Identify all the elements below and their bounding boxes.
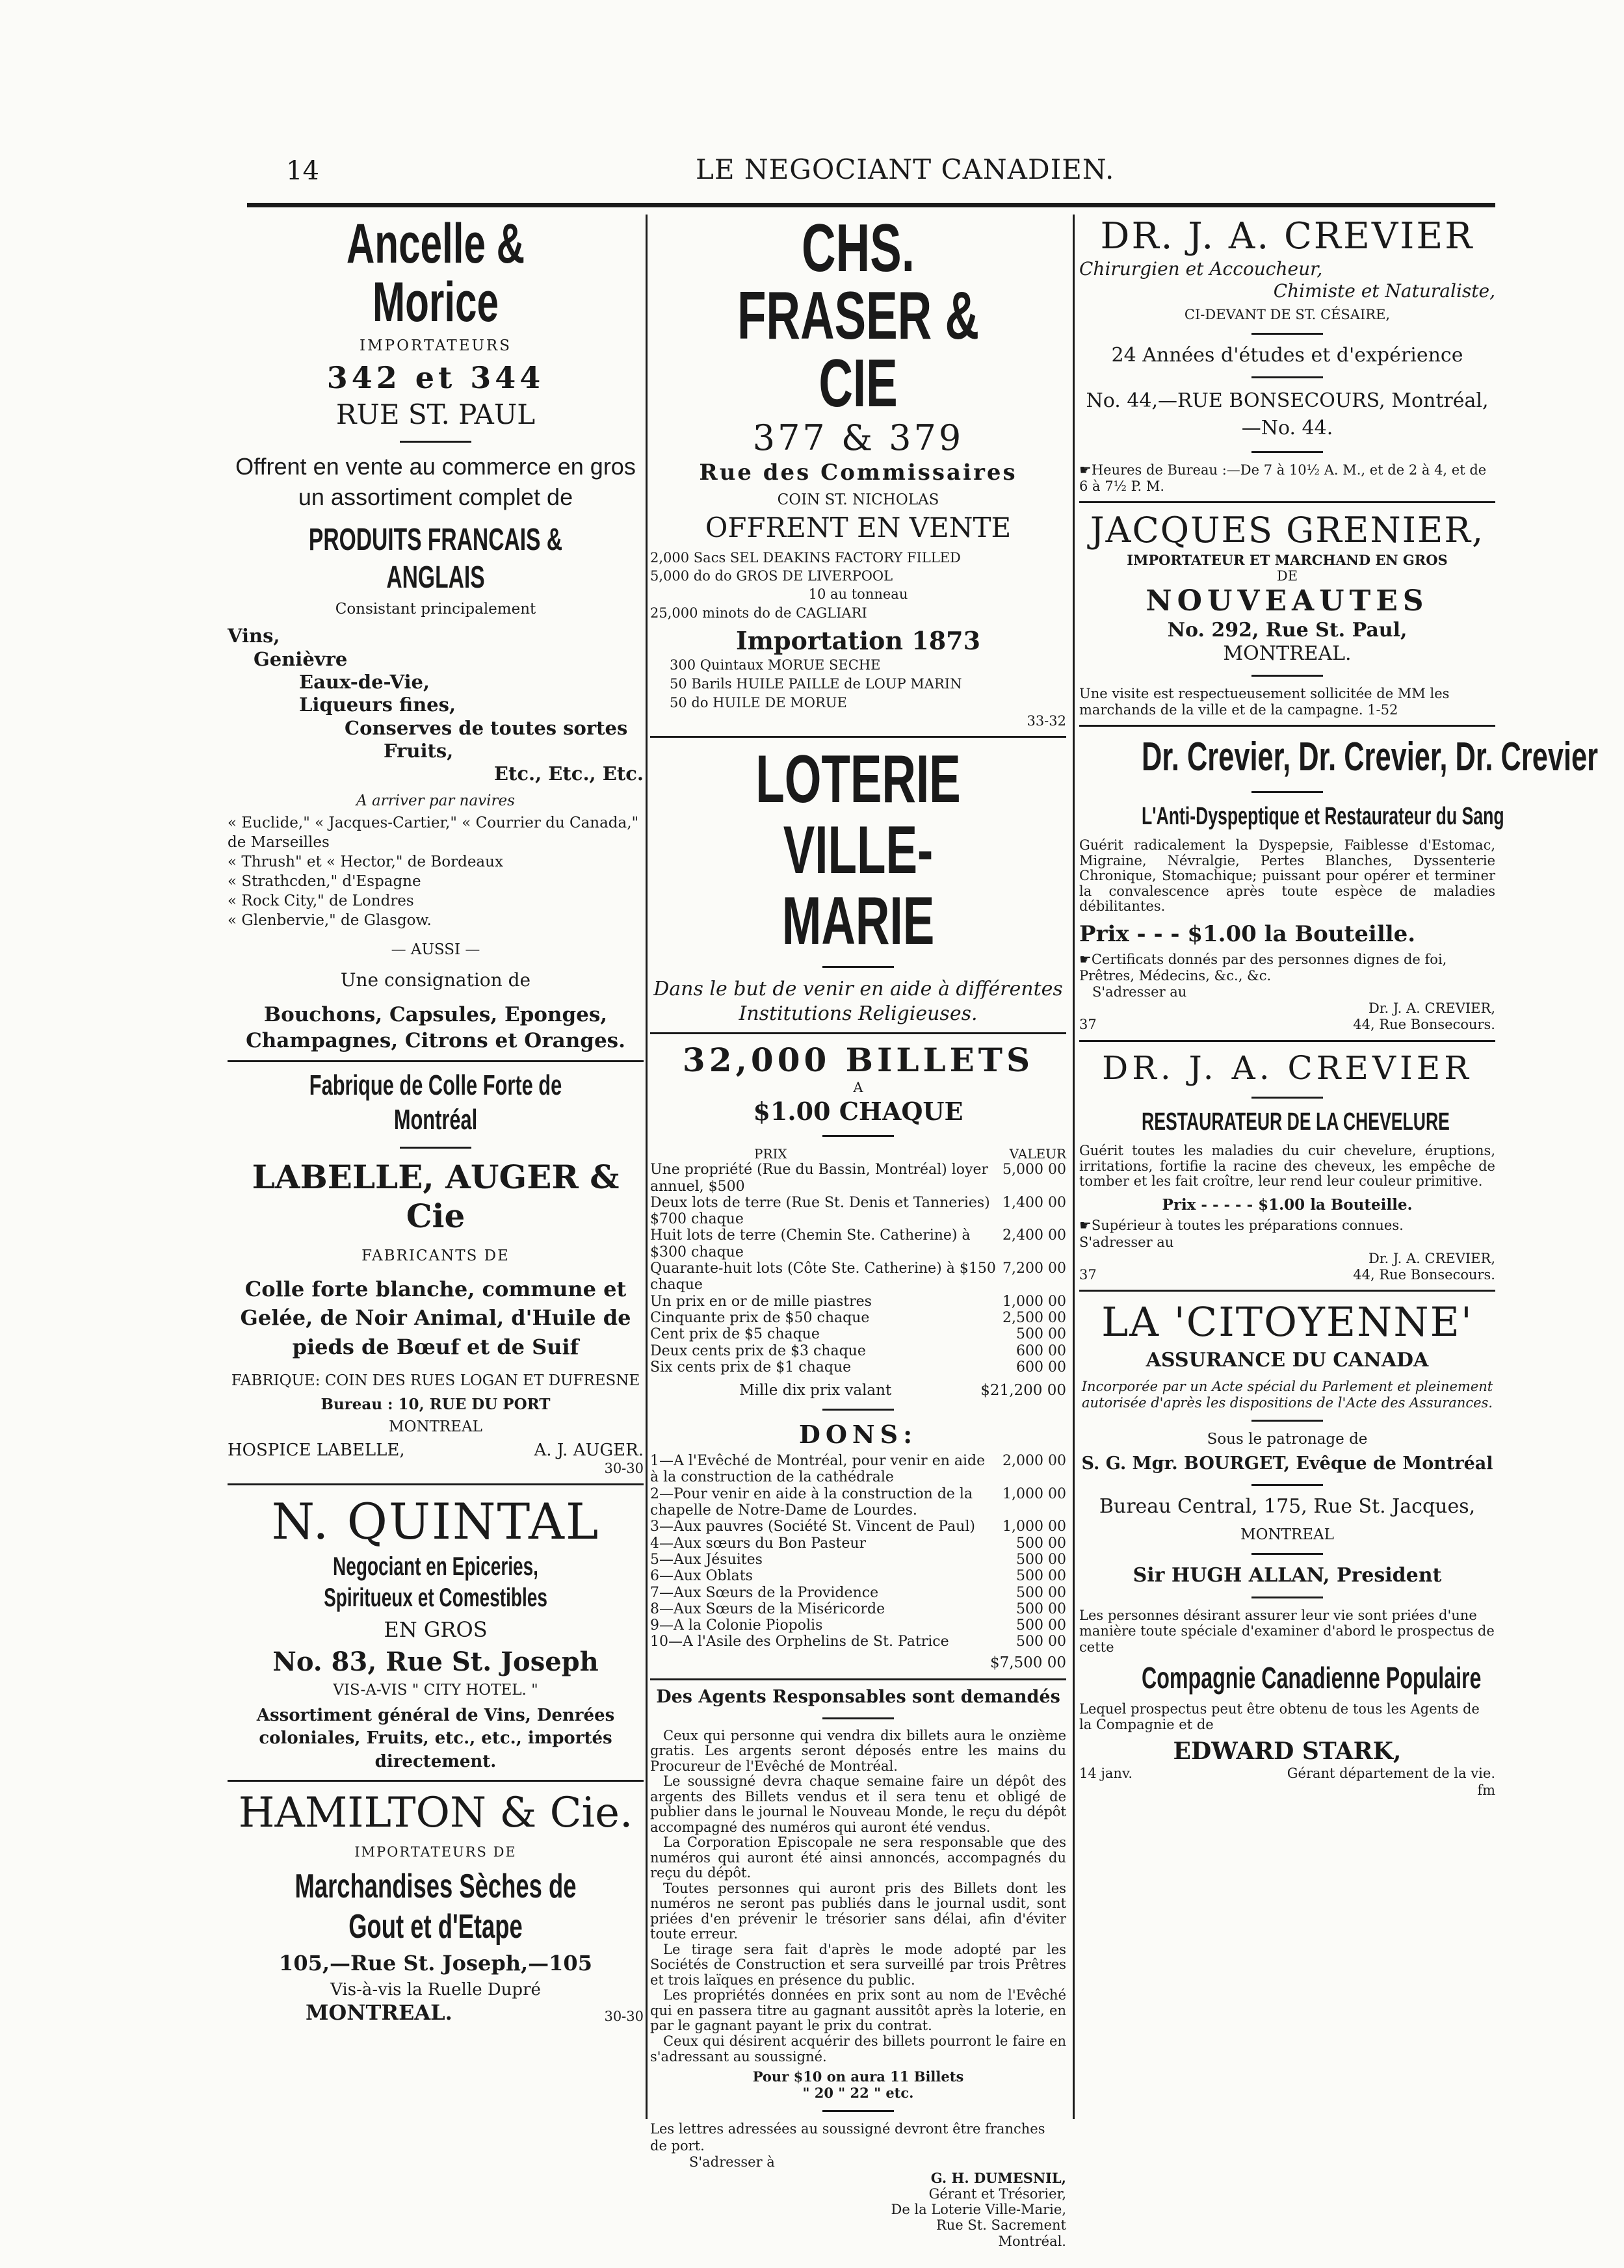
list-item: 5,000 do do GROS DE LIVERPOOL [650,567,893,584]
labelle-banner: Fabrique de Colle Forte de Montréal [309,1069,562,1136]
list-item: 50 do HUILE DE MORUE [670,695,847,711]
loterie-signer-role: Gérant et Trésorier, [928,2186,1066,2202]
row-label: 7—Aux Sœurs de la Providence [650,1584,879,1601]
ancelle-numbers: 342 et 344 [326,360,545,396]
labelle-products: Colle forte blanche, commune et Gelée, de Noir Animal, d'Huile de pieds de Bœuf et de Suif [240,1276,631,1360]
grenier-goods: NOUVEAUTES [1146,584,1429,618]
loterie-offer1: Pour $10 on aura 11 Billets [752,2068,964,2085]
loterie-address-to: S'adresser à [689,2154,775,2170]
ancelle-ships [228,814,644,930]
labelle-city: MONTREAL [389,1418,482,1436]
crevier3-address-to: S'adresser au [1079,1234,1174,1250]
list-item: 50 Barils HUILE PAILLE de LOUP MARIN [670,675,962,692]
crevier1-formerly: CI-DEVANT DE ST. CÉSAIRE, [1184,307,1391,323]
divider [1251,1420,1323,1422]
page-number: 14 [286,156,319,186]
citoyenne-code: fm [1477,1782,1495,1798]
row-label: Huit lots de terre (Chemin Ste. Catherine) à $300 chaque [650,1227,971,1260]
row-value: 1,000 00 [1002,1519,1066,1535]
row-label: Un prix en or de mille piastres [650,1293,872,1310]
column-divider-2 [1073,215,1075,2119]
crevier2-banner: Dr. Crevier, Dr. Crevier, Dr. Crevier [1142,735,1599,780]
divider [1079,1290,1495,1292]
list-item: Vins, [228,625,280,647]
labelle-factory: FABRIQUE: COIN DES RUES LOGAN ET DUFRESNE [231,1372,640,1390]
paragraph: La Corporation Episcopale ne sera responsable que des numéros qui auront été ainsi annoncés, accompagnés du reçu du dépôt. [650,1834,1066,1881]
table-row [650,1260,1066,1294]
quintal-name: N. QUINTAL [271,1492,600,1551]
row-label: Cent prix de $5 chaque [650,1326,820,1343]
crevier3-doctor: Dr. J. A. CREVIER, [1368,1250,1495,1266]
loterie-signer-line3: Rue St. Sacrement [936,2217,1066,2234]
table-row [650,1634,1066,1650]
crevier1-title2: Chimiste et Naturaliste, [1273,280,1495,302]
crevier3-street: 44, Rue Bonsecours. [1353,1266,1495,1283]
row-value: 500 00 [1016,1551,1066,1568]
table-row [650,1617,1066,1634]
divider [228,1780,644,1782]
list-item: Fruits, [384,740,454,763]
table-row [650,1310,1066,1326]
paragraph: Toutes personnes qui auront pris des Billets dont les numéros ne seront pas publiés dans le journal usdit, sont priées d'en prévenir le trésorier sans délai, afin d'éviter toute erreur. [650,1880,1066,1942]
table-row [650,1162,1066,1195]
divider [1251,333,1323,335]
citoyenne-name: LA 'CITOYENNE' [1101,1298,1473,1346]
quintal-desc: Assortiment général de Vins, Denrées coloniales, Fruits, etc., etc., importés directement. [256,1706,615,1771]
citoyenne-president: Sir HUGH ALLAN, President [1133,1564,1442,1587]
ancelle-street: RUE ST. PAUL [335,398,536,431]
crevier1-title1: Chirurgien et Accoucheur, [1079,258,1323,280]
crevier3-desc: Guérit toutes les maladies du cuir chevelure, éruptions, irritations, fortifie la racine des cheveux, les empêche de tomber et les fait croître, leur rend leur couleur primitive. [1079,1143,1495,1190]
row-value: 500 00 [1016,1617,1066,1634]
row-label: 1—A l'Evêché de Montréal, pour venir en aide à la construction de la cathédrale [650,1453,986,1486]
grenier-visit [1079,686,1495,718]
table-row [650,1326,1066,1342]
divider [1251,1097,1323,1099]
hamilton-city: MONTREAL. [306,2000,452,2026]
labelle-office: Bureau : 10, RUE DU PORT [321,1395,551,1413]
fraser-numbers: 377 & 379 [752,417,964,458]
crevier1-hours-text: Heures de Bureau :—De 7 à 10½ A. M., et de 2 à 4, et de 6 à 7½ P. M. [1079,462,1487,494]
hand-pointer-icon: ☛ [1079,462,1092,478]
citoyenne-date: 14 janv. [1079,1766,1133,1782]
row-value: 1,000 00 [1002,1485,1066,1502]
grenier-de: DE [1276,567,1298,584]
crevier2-doctor: Dr. J. A. CREVIER, [1368,1000,1495,1017]
row-value: 1,400 00 [1002,1194,1066,1211]
ancelle-arriving: A arriver par navires [356,792,515,809]
table-row [650,1552,1066,1568]
list-item: 25,000 minots do de CAGLIARI [650,605,867,621]
list-item: 300 Quintaux MORUE SECHE [670,657,881,673]
row-value: 2,500 00 [1002,1309,1066,1326]
citoyenne-office: Bureau Central, 175, Rue St. Jacques, [1099,1494,1476,1518]
list-item: « Glenbervie," de Glasgow. [228,911,432,929]
labelle-role: FABRICANTS DE [361,1247,510,1265]
quintal-address: No. 83, Rue St. Joseph [272,1646,599,1677]
paragraph: Ceux qui personne qui vendra dix billets aura le onzième gratis. Les argents seront déposés entre les mains du Procureur de l'Evêché de Montréal. [650,1727,1066,1774]
crevier3-name: DR. J. A. CREVIER [1102,1049,1473,1087]
table-row [650,1601,1066,1617]
loterie-purpose: Dans le but de venir en aide à différentes Institutions Religieuses. [653,978,1063,1025]
divider [228,1060,644,1062]
loterie-total: $21,200 00 [980,1382,1066,1400]
grenier-code: 1-52 [1367,702,1398,718]
divider [650,1032,1066,1034]
loterie-total-label: Mille dix prix valant [739,1382,892,1400]
ancelle-name: Ancelle & Morice [346,213,525,334]
column-divider-1 [646,215,648,2119]
grenier-name: JACQUES GRENIER, [1090,509,1485,551]
ancelle-products: PRODUITS FRANCAIS & ANGLAIS [308,523,563,595]
list-item: « Strathcden," d'Espagne [228,873,421,891]
fraser-name: CHS. FRASER & CIE [737,211,980,421]
crevier2-desc: Guérit radicalement la Dyspepsie, Faiblesse d'Estomac, Migraine, Névralgie, Pertes Blanches, Dyssenterie Chronique, Stomachique; puissant pour opérer et terminer la convalescence après toute espèce de maladies débilitantes. [1079,837,1495,915]
crevier3-superior [1079,1218,1495,1234]
ad-labelle [228,1069,644,1477]
row-value: 600 00 [1016,1342,1066,1359]
paragraph: Le soussigné devra chaque semaine faire un dépôt des argents des Billets vendus et il sera tenu et obligé de publier dans le journal le Nouveau Monde, le reçu du dépôt accompagné des numéros qui auront été vendus. [650,1773,1066,1835]
ad-crevier-2 [1079,733,1599,1033]
fraser-import: Importation 1873 [735,625,981,655]
crevier1-address: No. 44,—RUE BONSECOURS, Montréal,—No. 44. [1086,389,1489,439]
row-label: 3—Aux pauvres (Société St. Vincent de Paul) [650,1519,975,1535]
quintal-wholesale: EN GROS [384,1617,488,1643]
citoyenne-city: MONTREAL [1240,1526,1334,1543]
row-label: 9—A la Colonie Piopolis [650,1617,823,1634]
fraser-lines [650,549,1066,622]
table-row [650,1519,1066,1535]
citoyenne-persons: Les personnes désirant assurer leur vie sont priées d'une manière toute spéciale d'examiner d'abord le prospectus de cette [1079,1608,1495,1655]
ancelle-items [228,625,644,786]
column-middle [650,211,1066,2249]
divider [1079,501,1495,503]
row-label: 5—Aux Jésuites [650,1551,763,1568]
loterie-signer-line2: De la Loterie Ville-Marie, [891,2202,1066,2218]
newspaper-title: LE NEGOCIANT CANADIEN. [696,153,1115,185]
divider [822,1135,894,1137]
loterie-name: LOTERIE VILLE-MARIE [755,741,961,959]
crevier2-certs [1079,952,1495,984]
divider [650,736,1066,738]
fraser-import-lines [650,656,1066,713]
ad-citoyenne [1079,1298,1495,1799]
list-item: Eaux-de-Vie, [299,670,430,693]
fraser-offer: OFFRENT EN VENTE [705,512,1012,544]
citoyenne-sub: ASSURANCE DU CANADA [1146,1349,1429,1372]
divider [822,966,894,968]
loterie-dons-title: DONS: [798,1419,918,1449]
hamilton-role: IMPORTATEURS DE [354,1844,517,1860]
labelle-name: LABELLE, AUGER & Cie [252,1158,620,1236]
divider [400,441,471,443]
ad-hamilton [228,1788,644,2026]
ad-loterie [650,741,1066,2249]
top-rule [247,203,1495,207]
loterie-dons [650,1453,1066,1650]
row-value: 500 00 [1016,1600,1066,1617]
ancelle-also: — AUSSI — [391,941,480,958]
table-row [650,1294,1066,1310]
citoyenne-patron-label: Sous le patronage de [1207,1430,1368,1448]
crevier2-product: L'Anti-Dyspeptique et Restaurateur du Sang [1142,802,1504,830]
divider [1251,451,1323,453]
ad-fraser [650,211,1066,545]
table-row [650,1359,1066,1375]
crevier2-address-to: S'adresser au [1092,984,1187,1000]
row-label: Deux lots de terre (Rue St. Denis et Tanneries) $700 chaque [650,1194,990,1228]
table-row [650,1195,1066,1228]
divider [822,1409,894,1411]
loterie-letters: Les lettres adressées au soussigné devront être franches de port. [650,2121,1045,2154]
quintal-opposite: VIS-A-VIS " CITY HOTEL. " [333,1681,538,1699]
quintal-trade: Negociant en Epiceries, Spiritueux et Comestibles [324,1552,547,1613]
row-value: 500 00 [1016,1584,1066,1601]
row-label: Cinquante prix de $50 chaque [650,1309,870,1326]
divider [822,1717,894,1719]
loterie-a: A [853,1080,863,1096]
hamilton-address: 105,—Rue St. Joseph,—105 [279,1951,592,1976]
paragraph: Ceux qui désirent acquérir des billets pourront le faire en s'adressant au soussigné. [650,2033,1066,2065]
ad-quintal [228,1492,644,1773]
crevier2-code: 37 [1079,1017,1097,1033]
loterie-dons-total: $7,500 00 [989,1654,1066,1671]
labelle-code: 30-30 [604,1461,644,1477]
list-item: « Rock City," de Londres [228,892,414,909]
divider [1251,376,1323,378]
list-item: 10 au tonneau [808,586,908,603]
row-value: 500 00 [1016,1326,1066,1343]
row-value: 500 00 [1016,1568,1066,1585]
loterie-price: $1.00 CHAQUE [753,1096,963,1126]
divider [1251,1553,1323,1555]
crevier3-superior-text: Supérieur à toutes les préparations connues. [1091,1218,1404,1234]
divider [1251,1484,1323,1486]
list-item: Liqueurs fines, [299,694,456,716]
divider [1251,675,1323,677]
ancelle-consignment: Une consignation de [340,969,531,991]
citoyenne-patron: S. G. Mgr. BOURGET, Evêque de Montréal [1081,1453,1493,1474]
crevier2-certs-text: Certificats donnés par des personnes dignes de foi, Prêtres, Médecins, &c., &c. [1079,951,1447,984]
list-item: Conserves de toutes sortes [345,716,628,739]
list-item: Etc., Etc., Etc. [493,763,644,785]
grenier-role: IMPORTATEUR ET MARCHAND EN GROS [1127,551,1448,568]
crevier3-code: 37 [1079,1266,1097,1283]
crevier1-name: DR. J. A. CREVIER [1100,215,1474,257]
paragraph: Le tirage sera fait d'après le mode adopté par les Sociétés de Construction et sera surveillé par trois Prêtres et trois laïques en présence du public. [650,1941,1066,1988]
ad-ancelle [228,215,644,618]
fraser-corner: COIN ST. NICHOLAS [777,491,939,508]
divider [400,1147,471,1149]
loterie-tickets: 32,000 BILLETS [682,1041,1034,1080]
crevier2-street: 44, Rue Bonsecours. [1353,1017,1495,1033]
divider [822,2110,894,2112]
table-row [650,1227,1066,1260]
divider [650,1678,1066,1680]
row-value: 2,000 00 [1002,1453,1066,1470]
citoyenne-company: Compagnie Canadienne Populaire [1142,1660,1482,1695]
row-value: 500 00 [1016,1634,1066,1650]
table-row [650,1486,1066,1519]
citoyenne-agent: EDWARD STARK, [1173,1738,1402,1766]
ad-crevier-1 [1079,215,1495,495]
row-value: 2,400 00 [1002,1227,1066,1244]
ad-grenier [1079,510,1495,718]
grenier-city: MONTREAL. [1223,642,1352,665]
fraser-code: 33-32 [1027,712,1066,729]
table-row [650,1585,1066,1601]
crevier3-price: Prix - - - - - $1.00 la Bouteille. [1162,1195,1413,1214]
hamilton-opposite: Vis-à-vis la Ruelle Dupré [330,1979,541,2000]
ancelle-offer: Offrent en vente au commerce en gros un assortiment complet de [235,452,636,510]
crevier1-hours [1079,462,1495,495]
grenier-address: No. 292, Rue St. Paul, [1167,618,1408,642]
citoyenne-incorp: Incorporée par un Acte spécial du Parlement et pleinement autorisée d'après les dispositions de l'Acte des Assurances. [1081,1379,1493,1411]
divider [1079,725,1495,727]
hamilton-name: HAMILTON & Cie. [238,1788,633,1837]
list-item: « Euclide," « Jacques-Cartier," « Courrier du Canada," de Marseilles [228,815,639,852]
column-left [228,215,644,2119]
row-label: Quarante-huit lots (Côte Ste. Catherine) à $150 chaque [650,1260,996,1294]
loterie-signer: G. H. DUMESNIL, [930,2169,1066,2186]
row-label: 6—Aux Oblats [650,1568,753,1585]
list-item: 2,000 Sacs SEL DEAKINS FACTORY FILLED [650,549,961,566]
divider [1251,1597,1323,1598]
grenier-visit-text: Une visite est respectueusement sollicitée de MM les marchands de la ville et de la campagne. [1079,685,1450,718]
row-label: Deux cents prix de $3 chaque [650,1342,866,1359]
labelle-left-signature: HOSPICE LABELLE, [228,1440,405,1460]
row-label: 10—A l'Asile des Orphelins de St. Patrice [650,1634,949,1650]
citoyenne-prospectus: Lequel prospectus peut être obtenu de tous les Agents de la Compagnie et de [1079,1701,1480,1733]
citoyenne-agent-role: Gérant département de la vie. [1287,1766,1495,1782]
row-label: Une propriété (Rue du Bassin, Montréal) loyer annuel, $500 [650,1162,988,1195]
hand-pointer-icon: ☛ [1079,1218,1092,1234]
labelle-right-signature: A. J. AUGER. [534,1440,644,1460]
row-value: 1,000 00 [1002,1293,1066,1310]
fraser-street: Rue des Commissaires [699,459,1017,486]
crevier1-experience: 24 Années d'études et d'expérience [1111,343,1463,367]
loterie-body [650,1728,1066,2065]
column-right [1079,215,1599,2119]
table-row [650,1568,1066,1584]
list-item: « Thrush" et « Hector," de Bordeaux [228,854,503,871]
loterie-signer-line4: Montréal. [998,2233,1066,2249]
ancelle-role: IMPORTATEURS [360,337,512,354]
loterie-offer2: " 20 " 22 " etc. [802,2085,914,2102]
hamilton-goods: Marchandises Sèches de Gout et d'Etape [295,1867,577,1946]
table-row [650,1453,1066,1486]
divider [1251,791,1323,793]
list-item: Genièvre [254,647,348,670]
table-row [650,1535,1066,1552]
row-label: Six cents prix de $1 chaque [650,1359,852,1375]
row-value: 5,000 00 [1002,1162,1066,1179]
loterie-valeur-label: VALEUR [1009,1146,1066,1162]
divider [228,1483,644,1485]
row-label: 2—Pour venir en aide à la construction de la chapelle de Notre-Dame de Lourdes. [650,1485,973,1519]
loterie-prizes [650,1162,1066,1375]
row-value: 7,200 00 [1002,1260,1066,1277]
hamilton-code: 30-30 [604,2009,644,2025]
ancelle-goods: Bouchons, Capsules, Eponges, Champagnes, Citrons et Oranges. [246,1002,625,1053]
loterie-agents: Des Agents Responsables sont demandés [656,1687,1060,1708]
loterie-prix-label: PRIX [754,1146,787,1162]
crevier2-price: Prix - - - $1.00 la Bouteille. [1079,920,1416,947]
row-value: 600 00 [1016,1359,1066,1375]
divider [1079,1040,1495,1042]
row-label: 8—Aux Sœurs de la Miséricorde [650,1600,885,1617]
row-label: 4—Aux sœurs du Bon Pasteur [650,1535,867,1552]
hand-pointer-icon: ☛ [1079,951,1092,967]
row-value: 500 00 [1016,1535,1066,1552]
table-row [650,1343,1066,1359]
paragraph: Les propriétés données en prix sont au nom de l'Evêché qui en passera titre au gagnant aussitôt après la loterie, en par le gagnant payant le prix du contrat. [650,1987,1066,2034]
ad-crevier-3 [1079,1049,1495,1283]
crevier3-product: RESTAURATEUR DE LA CHEVELURE [1142,1108,1450,1136]
ancelle-consisting: Consistant principalement [335,600,536,618]
